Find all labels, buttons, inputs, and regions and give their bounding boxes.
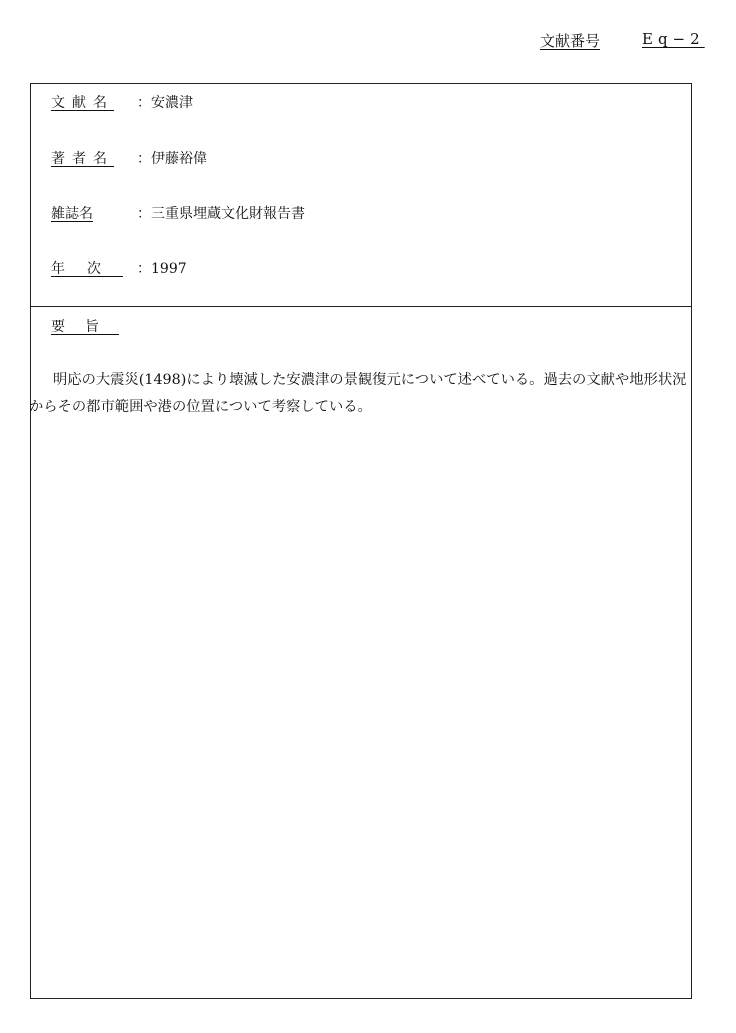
- field-year-label: 年次: [51, 261, 123, 277]
- field-title-value: ：安濃津: [137, 95, 193, 111]
- document-number-value: Eq−2: [642, 30, 705, 48]
- record-card: [30, 83, 692, 999]
- field-title-label: 文献名: [51, 95, 114, 111]
- summary-text: 明応の大震災(1498)により壊滅した安濃津の景観復元について述べている。過去の文献や地形状況からその都市範囲や港の位置について考察している。: [29, 372, 687, 415]
- field-journal-value: ：三重県埋蔵文化財報告書: [137, 206, 305, 222]
- summary-heading: 要旨: [51, 319, 119, 335]
- section-divider: [31, 306, 691, 307]
- field-year-value: ：1997: [137, 261, 187, 277]
- field-author-value: ：伊藤裕偉: [137, 151, 207, 167]
- document-number: [540, 30, 715, 54]
- field-journal-label: 雑誌名: [51, 206, 93, 222]
- document-number-label: 文献番号: [540, 32, 601, 50]
- field-author-label: 著者名: [51, 151, 114, 167]
